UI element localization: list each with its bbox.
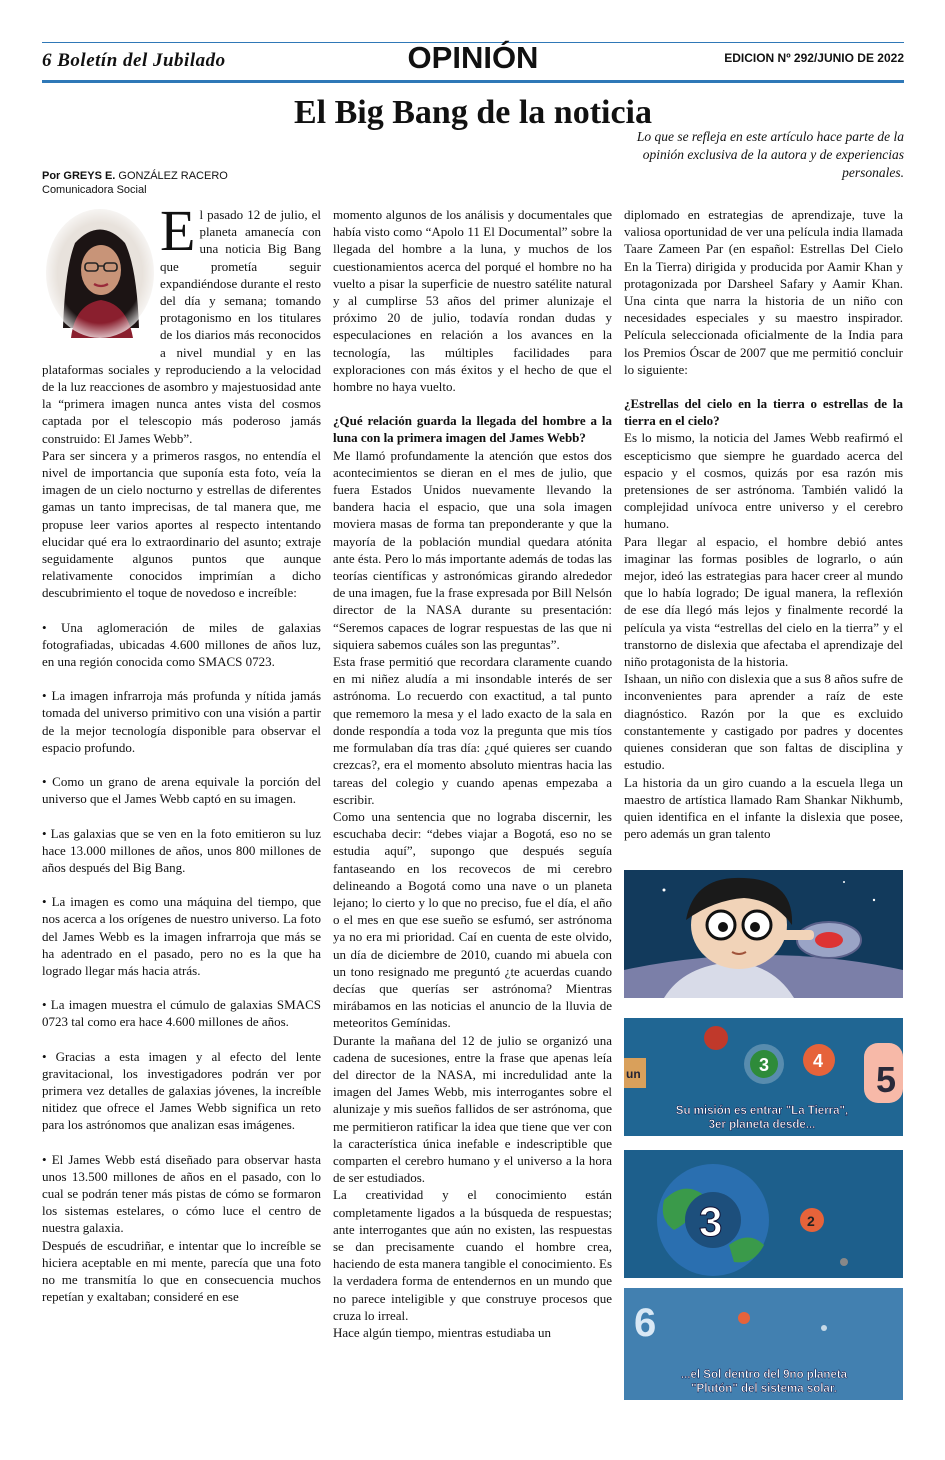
img2-number-5: 5 [876,1059,897,1100]
paragraph: Como una sentencia que no lograba discernir, les escuchaba decir: “debes viajar a Bogotá, eso no se estudia aquí”, supongo que después seguía fantaseando en los recovecos de mi cerebro delineando a Bogotá como una nave o un planeta lejano; lo cierto y lo que no preciso, fue el día, el año o el mes en que ese sueño se esfumó, ser astrónoma ya no era mi prioridad. Caí en cuenta de este olvido, un día de diciembre de 2010, cuando mi abuela con un tono resignado me preguntó ¿te acuerdas cuando decías que querías ser astrónoma? Mientras mirábamos en las noticias el anuncio de la lluvia de meteoritos Gemínidas. [333,808,612,1031]
author-name: GONZÁLEZ RACERO [118,170,228,182]
paragraph: La historia da un giro cuando a la escuela llega un maestro de artística llamado Ram Shankar Nikhumb, quien identifica en el infante la dislexia que posee, pero además un gran talento [624,774,903,842]
column-2 [333,206,612,1341]
film-still-planets-numbers [624,1018,903,1146]
header-bottom-rule [42,80,904,83]
bullet-item: • Una aglomeración de miles de galaxias fotografiadas, ubicadas 4.600 millones de años luz, en una región conocida como SMACS 0723. [42,619,321,670]
bullet-item: • La imagen muestra el cúmulo de galaxias SMACS 0723 tal como era hace 4.600 millones de años. [42,997,321,1030]
film-still-pluto [624,1288,903,1416]
paragraph: momento algunos de los análisis y documentales que había visto como “Apolo 11 El Documental” sobre la llegada del hombre a la luna, y muchos de los cuestionamientos acerca del porqué el hombre no ha vuelto a pisar la superficie de nuestro satélite natural y al cumplirse 53 años del primer alunizaje el próximo 20 de julio, todavía rondan dudas y especulaciones en relación a los avances en la tecnología, las múltiples facilidades para exploraciones con más éxitos y el hecho de que el hombre no haya vuelto. [333,207,612,395]
film-still-boy-spaceship [624,870,903,998]
img2-left-text: un [626,1067,641,1081]
paragraph: La creatividad y el conocimiento están completamente ligados a la búsqueda de respuestas; ante interrogantes que aún no existen, las respuestas se dan precisamente cuando el hombre crea, haciendo de esta manera tangible el conocimiento. Es la verdadera forma de entendernos en un mundo que no parece inteligible y que construye procesos que cruza lo irreal. [333,1187,612,1323]
section-title: OPINIÓN [407,40,539,75]
bullet-item: • La imagen es como una máquina del tiempo, que nos acerca a los orígenes de nuestro universo. La foto del James Webb es la imagen infrarroja que más se ha adentrado en el pasado, pero no es la que ha logrado llegar más hacia atrás. [42,894,321,978]
paragraph: diplomado en estrategias de aprendizaje, tuve la valiosa oportunidad de ver una película india llamada Taare Zameen Par (en español: Estrellas Del Cielo En la Tierra) dirigida y producida por Aamir Khan y protagonizada por Darsheel Safary y Aamir Khan. Una cinta que narra la historia de un niño con necesidades especiales y su maestro inspirador. Película seleccionada oficialmente de la India para los Premios Óscar de 2007 que me permitió concluir lo siguiente: [624,207,903,377]
paragraph: Durante la mañana del 12 de julio se organizó una cadena de sucesiones, entre la frase que apenas leía del director de la NASA, mi incredulidad ante la imagen del James Webb, mis interrogantes sobre el alunizaje y mis sueños fallidos de ser astrónoma, que me permitieron ratificar la idea que tiene que ver con la característica única inefable e indescriptible que comparten el cerebro humano y el universo a la hora de ser estudiados. [333,1032,612,1186]
edition-label: EDICION Nº 292/JUNIO DE 2022 [724,51,904,65]
paragraph: Me llamó profundamente la atención que estos dos acontecimientos se dieran en el mes de julio, que fuera Estados Unidos nuevamente llevando la bandera hacia el espacio, que una sola imagen moviera masas de forma tan preponderante y que la mayoría de la población mundial quedara atónita ante ésta. Pero lo más importante además de todas las teorías científicas y astronómicas girando alrededor de una imagen, fue la frase expresada por Bill Nelsón director de la NASA durante su presentación: “Seremos capaces de lograr respuestas de las que ni siquiera sabemos cuáles son las preguntas”. [333,447,612,652]
img4-number-6: 6 [634,1301,657,1345]
img3-number-2: 2 [807,1213,815,1229]
dropcap: E [160,198,196,263]
subheading: ¿Estrellas del cielo en la tierra o estrellas de la tierra en el cielo? [624,396,903,429]
author-role: Comunicadora Social [42,183,147,196]
column-1 [42,198,321,1305]
img2-caption-line1: Su misión es entrar "La Tierra", [675,1105,849,1117]
bullet-item: • Gracias a esta imagen y al efecto del lente gravitacional, los investigadores podrán ver por primera vez detalles de galaxias jóvenes, la increíble nitidez que ofrece el James Webb significa un reto para los astrónomos que analizan esas imágenes. [42,1048,321,1133]
bullet-item: • La imagen infrarroja más profunda y nítida jamás tomada del universo primitivo con una visión a partir de la mejor tecnología disponible para observar el espacio profundo. [42,688,321,755]
paragraph: Ishaan, un niño con dislexia que a sus 8 años sufre de inconvenientes para aprender a raíz de este diagnóstico. Razón por la que es excluido constantemente y castigado por padres y docentes quienes consideran que son faltas de disciplina y estudio. [624,671,903,773]
subheading: ¿Qué relación guarda la llegada del hombre a la luna con la primera imagen del James Webb? [333,413,612,446]
paragraph: Después de escudriñar, e intentar que lo increíble se hiciera aceptable en mi mente, parecía que una foto no me transmitía lo que en consecuencia muchos repetían y exaltaban; consideré en ese [42,1237,321,1305]
img2-number-4: 4 [813,1051,824,1071]
img4-caption-line2: "Plutón" del sistema solar. [691,1383,837,1395]
paragraph: Hace algún tiempo, mientras estudiaba un [333,1325,552,1340]
bullet-item: • El James Webb está diseñado para observar hasta unos 13.500 millones de años en el pasado, con lo cual se podrán tener más pistas de cómo se formaron los sistemas estelares, o cómo luce el centro de nuestra galaxia. [42,1151,321,1236]
img2-caption-line2: 3er planeta desde... [708,1119,816,1131]
publication-name: Boletín del Jubilado [57,50,226,71]
byline [42,170,228,197]
bullet-item: • Como un grano de arena equivale la porción del universo que el James Webb captó en su imagen. [42,774,321,807]
paragraph: Es lo mismo, la noticia del James Webb reafirmó el escepticismo que siempre he guardado acerca del espacio y el cosmos, quizás por esa razón mis pretensiones de ser astrónoma. También validó la complejidad unívoca entre universo y el cerebro humano. [624,430,903,532]
img4-caption-line1: ...el Sol dentro del 9no planeta [680,1369,848,1381]
photo-wrap-spacer [42,206,160,358]
paragraph: Para llegar al espacio, el hombre debió antes imaginar las formas posibles de lograrlo, o aún mejor, ideó las estrategias para hacer creer al mundo que lo había logrado; De igual manera, la reflexión de ese día llegó más lejos y finalmente recordé la película ya vista “estrellas del cielo en la tierra” y el transtorno de dislexia que afectaba el aprendizaje del niño protagonista de la historia. [624,533,903,670]
article-title: El Big Bang de la noticia [294,94,652,131]
img2-number-3: 3 [759,1055,770,1075]
film-still-earth-three [624,1150,903,1278]
intro-paragraph: l pasado 12 de julio, el planeta amanecía con una noticia Big Bang que prometía seguir expandiéndose durante el resto del día y semana; tomando protagonismo en los titulares de los diarios más reconocidos a nivel mundial y en las plataformas sociales y reproduciendo a la velocidad de la luz reacciones de asombro y majestuosidad ante la “primera imagen nunca antes vista del cosmos captada por el telescopio más poderoso jamás construido: El James Webb”. [42,207,321,446]
author-prefix: Por GREYS E. [42,170,116,182]
page-number: 6 [42,50,52,71]
paragraph: Para ser sincera y a primeros rasgos, no entendía el nivel de importancia que suponía esta foto, veía la imagen de un cielo nocturno y estrellas de diferentes gamas un tanto imprecisas, de tal manera que, me propuse leer varios aportes al respecto intentando elucidar qué era lo extraordinario del asunto; extraje seguidamente algunos puntos que aunque relativamente conocidos imprimían a dicho descubrimiento el toque de novedoso e increíble: [42,447,321,601]
img3-number-3: 3 [699,1198,723,1245]
bullet-item: • Las galaxias que se ven en la foto emitieron su luz hace 13.000 millones de años, unos 800 millones de años después del Big Bang. [42,825,321,875]
page-header-left [42,50,226,72]
article-disclaimer: Lo que se refleja en este artículo hace parte de la opinión exclusiva de la autora y de experiencias personales. [636,129,904,180]
column-3 [624,206,903,842]
paragraph: Esta frase permitió que recordara claramente cuando en mi niñez aludía a mi insondable interés de ser astrónoma. Lo recuerdo con exactitud, a tal punto que rememoro la mesa y el lado exacto de la sala en donde respondía a toda voz la pregunta que mis tíos me formulaban día tras día: ¿qué quieres ser cuando crezcas?, era el momento absoluto mientras hacia las tareas del colegio y cuando apenas empezaba a escribir. [333,654,612,807]
